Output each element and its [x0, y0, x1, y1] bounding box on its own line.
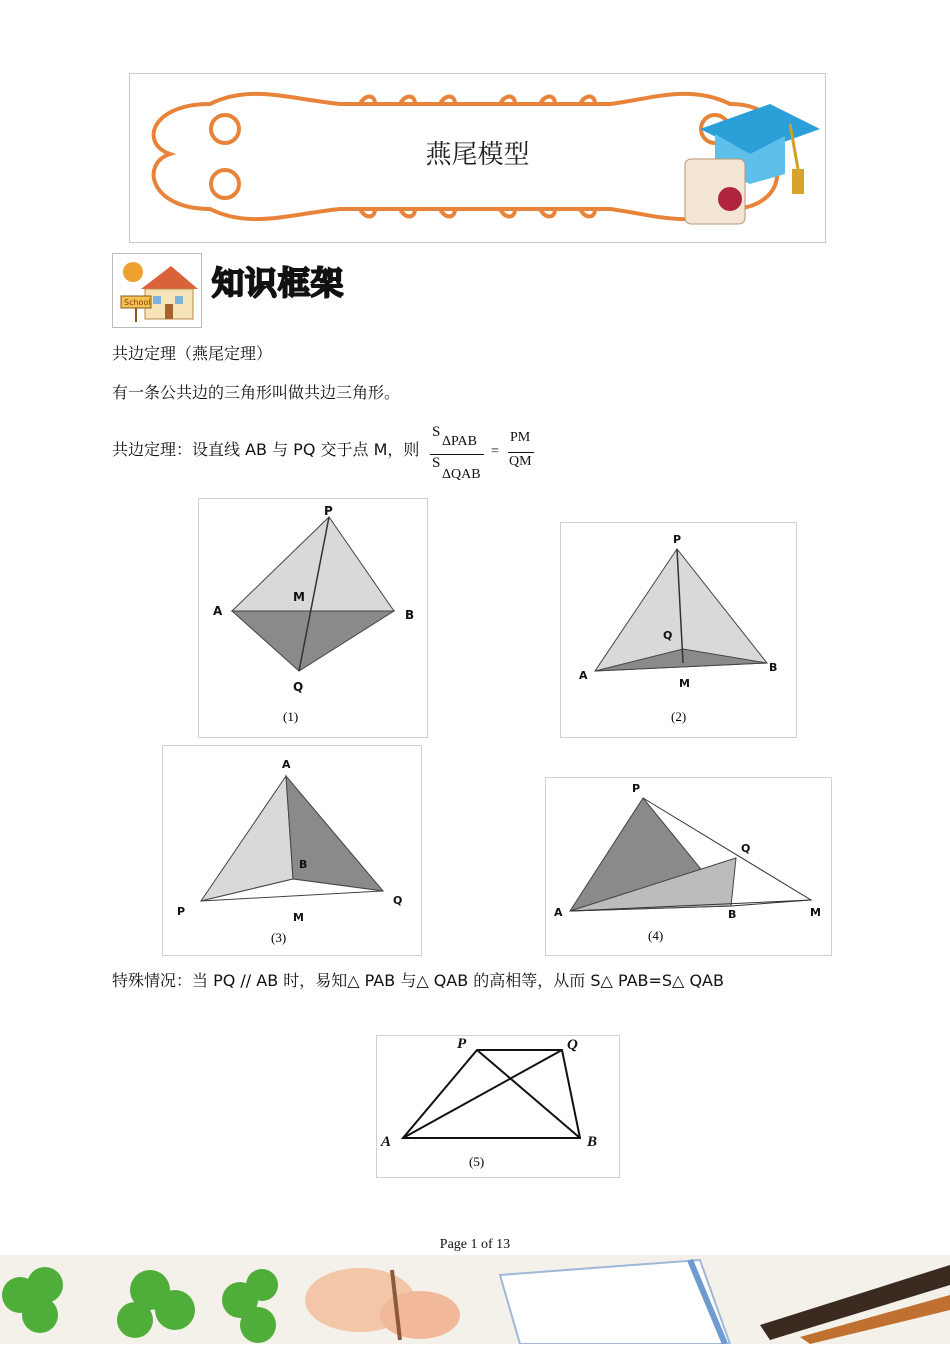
school-house-icon [112, 253, 202, 328]
fig2-label-m: M [679, 677, 690, 690]
formula-rhs-den: QM [509, 454, 532, 469]
fig1-label-b: B [405, 608, 415, 622]
section-title: 知识框架 [212, 264, 345, 302]
fig1-caption: (1) [283, 709, 299, 724]
fig3-label-q: Q [393, 894, 403, 907]
book-icon [500, 1260, 730, 1344]
fig3-label-p: P [177, 905, 186, 918]
theorem-name: 共边定理（燕尾定理） [112, 344, 273, 363]
formula-num-sub: ΔPAB [442, 434, 477, 449]
fig3-label-a: A [282, 758, 291, 771]
page-number: Page 1 of 13 [439, 1237, 511, 1252]
formula-num-s: S [432, 424, 441, 440]
page-title: 燕尾模型 [425, 140, 530, 170]
fig5-label-b: B [587, 1134, 598, 1150]
fig1-label-a: A [213, 604, 223, 618]
formula-den-sub: ΔQAB [442, 467, 481, 482]
figure-4 [545, 777, 832, 956]
fig1-label-q: Q [293, 680, 304, 694]
theorem-statement: 共边定理：设直线 AB 与 PQ 交于点 M，则 [112, 440, 420, 459]
formula-rhs-num: PM [510, 430, 531, 445]
special-case-text: 特殊情况：当 PQ // AB 时，易知△ PAB 与△ QAB 的高相等，从而 S△ PAB=S△ QAB [112, 971, 724, 990]
formula-den-s: S [432, 455, 441, 471]
fig3-caption: (3) [271, 930, 287, 945]
fig5-caption: (5) [469, 1154, 485, 1169]
fraction-bar-rhs [508, 452, 534, 453]
fig4-label-p: P [632, 782, 641, 795]
fig5-label-q: Q [567, 1037, 578, 1053]
fig2-label-b: B [769, 661, 778, 674]
area-ratio-formula [428, 424, 538, 486]
school-sign-text: School [124, 298, 151, 307]
fig4-caption: (4) [648, 928, 664, 943]
title-banner [129, 73, 826, 243]
fig2-label-q: Q [663, 629, 673, 642]
fig5-label-a: A [381, 1134, 392, 1150]
fig2-caption: (2) [671, 709, 687, 724]
fig2-label-a: A [579, 669, 588, 682]
fig3-label-b: B [299, 858, 308, 871]
fig1-label-p: P [324, 504, 333, 518]
fig4-label-q: Q [741, 842, 751, 855]
figure-2 [560, 522, 797, 738]
fig3-label-m: M [293, 911, 304, 924]
fig2-label-p: P [673, 533, 682, 546]
fig4-label-b: B [728, 908, 737, 921]
figure-5 [376, 1035, 620, 1178]
fig4-label-a: A [554, 906, 563, 919]
definition-text: 有一条公共边的三角形叫做共边三角形。 [112, 383, 401, 402]
formula-equals: = [491, 444, 499, 459]
figure-3 [162, 745, 422, 956]
figure-1 [198, 498, 428, 738]
decorative-footer [0, 1255, 950, 1344]
fig5-label-p: P [457, 1036, 467, 1052]
fig4-label-m: M [810, 906, 821, 919]
fig1-label-m: M [293, 590, 305, 604]
